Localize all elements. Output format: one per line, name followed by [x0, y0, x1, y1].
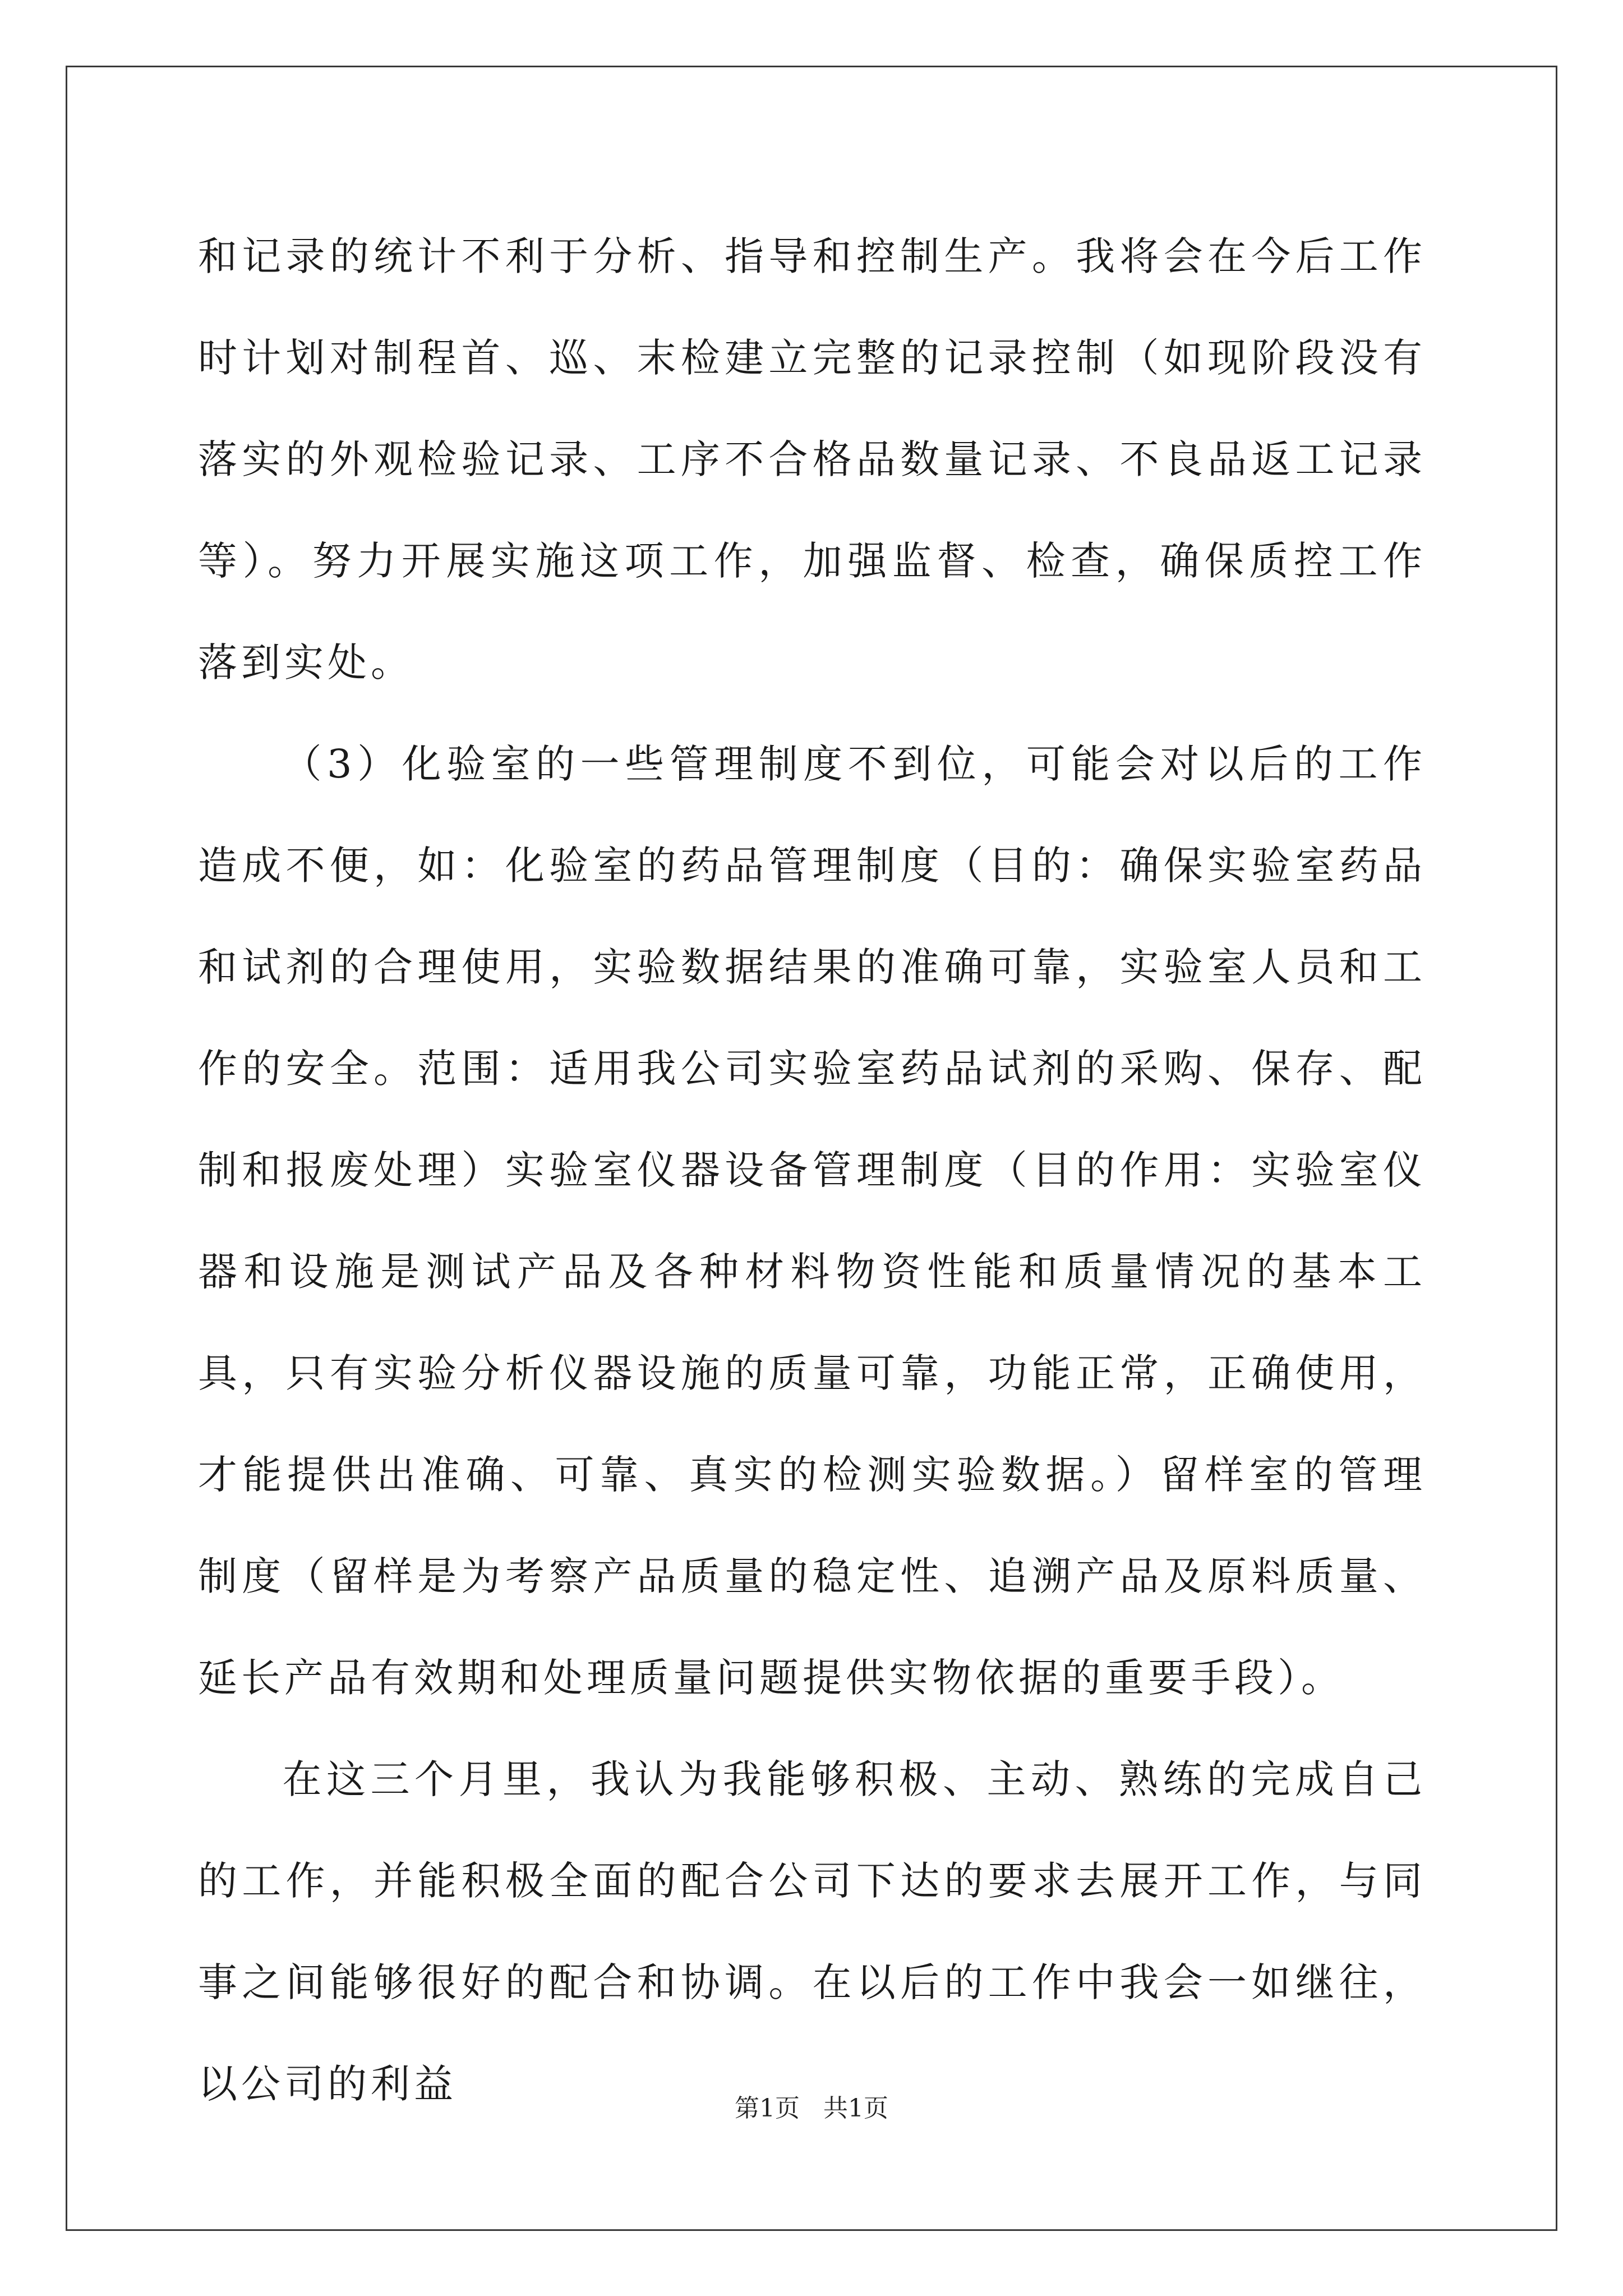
page-number: 第1页 共1页 — [735, 2094, 888, 2123]
paragraph-records-control: 和记录的统计不利于分析、指导和控制生产。我将会在今后工作时计划对制程首、巡、末检建立完整的记录控制（如现阶段没有落实的外观检验记录、工序不合格品数量记录、不良品返工记录等）。努力开展实施这项工作，加强监督、检查，确保质控工作落到实处。 — [198, 233, 1426, 685]
paragraph-three-months-summary: 在这三个月里，我认为我能够积极、主动、熟练的完成自己的工作，并能积极全面的配合公司下达的要求去展开工作，与同事之间能够很好的配合和协调。在以后的工作中我会一如继往，以公司的利益 — [198, 1756, 1426, 2107]
paragraph-lab-management: （3）化验室的一些管理制度不到位，可能会对以后的工作造成不便，如：化验室的药品管理制度（目的：确保实验室药品和试剂的合理使用，实验数据结果的准确可靠，实验室人员和工作的安全。范围：适用我公司实验室药品试剂的采购、保存、配制和报废处理）实验室仪器设备管理制度（目的作用：实验室仪器和设施是测试产品及各种材料物资性能和质量情况的基本工具，只有实验分析仪器设施的质量可靠，功能正常，正确使用，才能提供出准确、可靠、真实的检测实验数据。）留样室的管理制度（留样是为考察产品质量的稳定性、追溯产品及原料质量、延长产品有效期和处理质量问题提供实物依据的重要手段）。 — [198, 741, 1426, 1701]
document-body — [198, 206, 1426, 2135]
